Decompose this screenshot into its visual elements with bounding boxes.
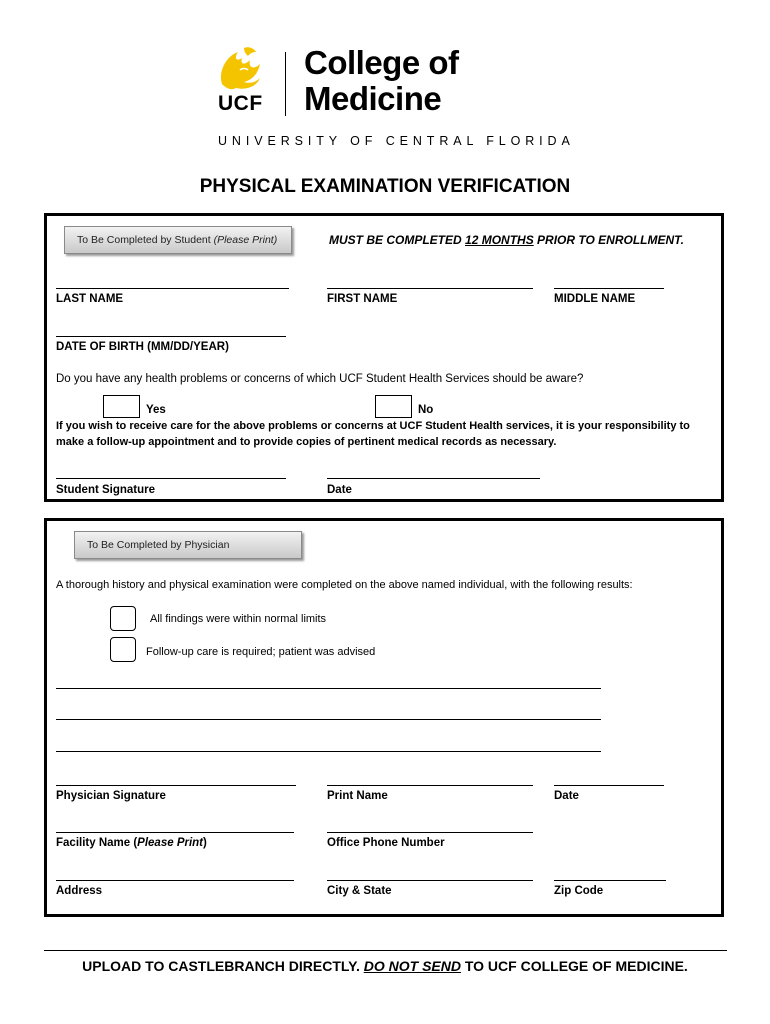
student-section-tab [64, 226, 292, 254]
no-checkbox[interactable] [375, 395, 412, 418]
last-name-label: LAST NAME [56, 293, 124, 305]
city-state-field[interactable] [327, 880, 533, 881]
facility-name-label [56, 837, 207, 849]
zip-code-label: Zip Code [554, 885, 604, 897]
physician-date-field[interactable] [554, 785, 664, 786]
facility-name-field[interactable] [56, 832, 294, 833]
student-section [44, 213, 724, 502]
page-title: PHYSICAL EXAMINATION VERIFICATION [199, 176, 571, 197]
results-line[interactable] [56, 751, 601, 752]
followup-label: Follow-up care is required; patient was advised [146, 646, 376, 658]
middle-name-label: MIDDLE NAME [554, 293, 636, 305]
footer-emphasis: DO NOT SEND [363, 958, 461, 974]
results-line[interactable] [56, 688, 601, 689]
office-phone-label: Office Phone Number [327, 837, 445, 849]
notice-before: MUST BE COMPLETED [329, 233, 466, 247]
medicine-heading: Medicine [304, 80, 442, 117]
student-date-field[interactable] [327, 478, 540, 479]
facility-italic: Please Print [137, 837, 204, 849]
followup-checkbox[interactable] [110, 637, 136, 662]
responsibility-line-1: If you wish to receive care for the above problems or concerns at UCF Student Health services, it is your responsibility to [56, 420, 690, 432]
footer-divider [44, 950, 727, 951]
enrollment-notice [329, 233, 684, 247]
dob-field[interactable] [56, 336, 286, 337]
exam-statement: A thorough history and physical examination were completed on the above named individual, with the following results: [56, 579, 633, 591]
logo-divider [285, 52, 286, 116]
address-field[interactable] [56, 880, 294, 881]
university-name: UNIVERSITY OF CENTRAL FLORIDA [218, 134, 575, 148]
last-name-field[interactable] [56, 288, 289, 289]
zip-code-field[interactable] [554, 880, 666, 881]
health-question: Do you have any health problems or concerns of which UCF Student Health Services should be aware? [56, 373, 584, 385]
print-name-label: Print Name [327, 790, 388, 802]
college-of-heading: College of [304, 44, 459, 81]
student-signature-label: Student Signature [56, 484, 156, 496]
normal-findings-label: All findings were within normal limits [150, 613, 327, 625]
ucf-logo-text: UCF [218, 92, 263, 115]
physician-section-tab [74, 531, 302, 559]
physician-signature-field[interactable] [56, 785, 296, 786]
office-phone-field[interactable] [327, 832, 533, 833]
middle-name-field[interactable] [554, 288, 664, 289]
student-date-label: Date [327, 484, 352, 496]
print-name-field[interactable] [327, 785, 533, 786]
student-signature-field[interactable] [56, 478, 286, 479]
dob-label: DATE OF BIRTH (MM/DD/YEAR) [56, 341, 229, 353]
notice-after: PRIOR TO ENROLLMENT. [533, 233, 684, 247]
address-label: Address [56, 885, 103, 897]
results-line[interactable] [56, 719, 601, 720]
footer-before: UPLOAD TO CASTLEBRANCH DIRECTLY. [82, 958, 364, 974]
upload-instruction [0, 958, 770, 974]
physician-tab-label: To Be Completed by Physician [87, 539, 230, 551]
first-name-label: FIRST NAME [327, 293, 398, 305]
student-tab-label: To Be Completed by Student [77, 234, 214, 246]
responsibility-line-2: make a follow-up appointment and to provide copies of pertinent medical records as necessary. [56, 436, 557, 448]
physician-signature-label: Physician Signature [56, 790, 166, 802]
first-name-field[interactable] [327, 288, 533, 289]
normal-findings-checkbox[interactable] [110, 606, 136, 631]
no-label: No [418, 404, 434, 416]
footer-after: TO UCF COLLEGE OF MEDICINE. [460, 958, 688, 974]
city-state-label: City & State [327, 885, 392, 897]
notice-underlined: 12 MONTHS [465, 233, 534, 247]
physician-date-label: Date [554, 790, 579, 802]
physician-section [44, 518, 724, 917]
yes-checkbox[interactable] [103, 395, 140, 418]
student-tab-italic: (Please Print) [213, 234, 278, 246]
yes-label: Yes [146, 404, 166, 416]
facility-suffix: ) [203, 837, 207, 849]
facility-prefix: Facility Name ( [56, 837, 138, 849]
